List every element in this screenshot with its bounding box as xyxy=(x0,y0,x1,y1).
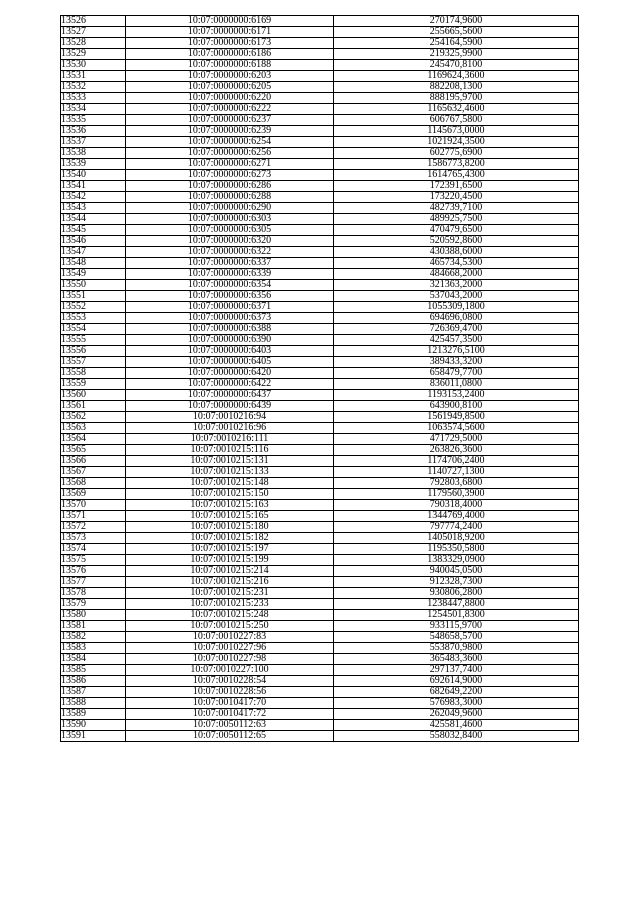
row-number-cell: 13541 xyxy=(61,181,126,192)
table-row xyxy=(61,313,579,324)
table-row xyxy=(61,148,579,159)
table-row xyxy=(61,588,579,599)
cadastral-number-cell: 10:07:0000000:6188 xyxy=(126,60,334,71)
value-cell: 836011,0800 xyxy=(334,379,579,390)
value-cell: 930806,2800 xyxy=(334,588,579,599)
cadastral-number-cell: 10:07:0000000:6356 xyxy=(126,291,334,302)
value-cell: 558032,8400 xyxy=(334,731,579,742)
value-cell: 1055309,1800 xyxy=(334,302,579,313)
cadastral-number-cell: 10:07:0000000:6439 xyxy=(126,401,334,412)
row-number-cell: 13573 xyxy=(61,533,126,544)
table-row xyxy=(61,577,579,588)
row-number-cell: 13557 xyxy=(61,357,126,368)
table-row xyxy=(61,610,579,621)
table-row xyxy=(61,27,579,38)
row-number-cell: 13588 xyxy=(61,698,126,709)
row-number-cell: 13535 xyxy=(61,115,126,126)
cadastral-number-cell: 10:07:0010215:163 xyxy=(126,500,334,511)
row-number-cell: 13552 xyxy=(61,302,126,313)
value-cell: 470479,6500 xyxy=(334,225,579,236)
cadastral-number-cell: 10:07:0000000:6203 xyxy=(126,71,334,82)
value-cell: 425581,4600 xyxy=(334,720,579,731)
table-row xyxy=(61,104,579,115)
value-cell: 255665,5600 xyxy=(334,27,579,38)
cadastral-number-cell: 10:07:0000000:6320 xyxy=(126,236,334,247)
table-row xyxy=(61,412,579,423)
value-cell: 933115,9700 xyxy=(334,621,579,632)
cadastral-number-cell: 10:07:0010228:54 xyxy=(126,676,334,687)
cadastral-number-cell: 10:07:0010215:250 xyxy=(126,621,334,632)
cadastral-number-cell: 10:07:0010215:165 xyxy=(126,511,334,522)
row-number-cell: 13569 xyxy=(61,489,126,500)
cadastral-number-cell: 10:07:0000000:6171 xyxy=(126,27,334,38)
cadastral-number-cell: 10:07:0000000:6403 xyxy=(126,346,334,357)
cadastral-number-cell: 10:07:0000000:6373 xyxy=(126,313,334,324)
cadastral-number-cell: 10:07:0010216:96 xyxy=(126,423,334,434)
table-row xyxy=(61,720,579,731)
row-number-cell: 13528 xyxy=(61,38,126,49)
value-cell: 694696,0800 xyxy=(334,313,579,324)
cadastral-number-cell: 10:07:0000000:6169 xyxy=(126,16,334,27)
value-cell: 1614765,4300 xyxy=(334,170,579,181)
table-row xyxy=(61,258,579,269)
table-row xyxy=(61,324,579,335)
cadastral-number-cell: 10:07:0000000:6173 xyxy=(126,38,334,49)
value-cell: 602775,6900 xyxy=(334,148,579,159)
cadastral-number-cell: 10:07:0000000:6254 xyxy=(126,137,334,148)
value-cell: 682649,2200 xyxy=(334,687,579,698)
value-cell: 888195,9700 xyxy=(334,93,579,104)
row-number-cell: 13547 xyxy=(61,247,126,258)
value-cell: 1238447,8800 xyxy=(334,599,579,610)
table-row xyxy=(61,93,579,104)
table-row xyxy=(61,434,579,445)
cadastral-number-cell: 10:07:0000000:6220 xyxy=(126,93,334,104)
value-cell: 1383329,0900 xyxy=(334,555,579,566)
value-cell: 270174,9600 xyxy=(334,16,579,27)
row-number-cell: 13554 xyxy=(61,324,126,335)
value-cell: 389433,3200 xyxy=(334,357,579,368)
cadastral-number-cell: 10:07:0000000:6420 xyxy=(126,368,334,379)
cadastral-number-cell: 10:07:0010215:148 xyxy=(126,478,334,489)
value-cell: 219325,9900 xyxy=(334,49,579,60)
cadastral-number-cell: 10:07:0010417:70 xyxy=(126,698,334,709)
table-row xyxy=(61,676,579,687)
row-number-cell: 13542 xyxy=(61,192,126,203)
row-number-cell: 13562 xyxy=(61,412,126,423)
row-number-cell: 13555 xyxy=(61,335,126,346)
cadastral-number-cell: 10:07:0010215:133 xyxy=(126,467,334,478)
value-cell: 882208,1300 xyxy=(334,82,579,93)
cadastral-number-cell: 10:07:0000000:6322 xyxy=(126,247,334,258)
value-cell: 790318,4000 xyxy=(334,500,579,511)
row-number-cell: 13537 xyxy=(61,137,126,148)
cadastral-number-cell: 10:07:0000000:6288 xyxy=(126,192,334,203)
table-row xyxy=(61,214,579,225)
table-row xyxy=(61,115,579,126)
table-row xyxy=(61,665,579,676)
value-cell: 1165632,4600 xyxy=(334,104,579,115)
cadastral-number-cell: 10:07:0000000:6239 xyxy=(126,126,334,137)
cadastral-number-cell: 10:07:0000000:6437 xyxy=(126,390,334,401)
cadastral-number-cell: 10:07:0000000:6186 xyxy=(126,49,334,60)
data-table xyxy=(60,15,579,742)
cadastral-number-cell: 10:07:0000000:6237 xyxy=(126,115,334,126)
table-row xyxy=(61,709,579,720)
row-number-cell: 13584 xyxy=(61,654,126,665)
value-cell: 245470,8100 xyxy=(334,60,579,71)
row-number-cell: 13580 xyxy=(61,610,126,621)
cadastral-number-cell: 10:07:0010215:131 xyxy=(126,456,334,467)
value-cell: 465734,5300 xyxy=(334,258,579,269)
row-number-cell: 13531 xyxy=(61,71,126,82)
row-number-cell: 13579 xyxy=(61,599,126,610)
row-number-cell: 13534 xyxy=(61,104,126,115)
value-cell: 1195350,5800 xyxy=(334,544,579,555)
table-row xyxy=(61,192,579,203)
table-row xyxy=(61,456,579,467)
row-number-cell: 13533 xyxy=(61,93,126,104)
cadastral-number-cell: 10:07:0010215:116 xyxy=(126,445,334,456)
table-row xyxy=(61,82,579,93)
table-row xyxy=(61,522,579,533)
cadastral-number-cell: 10:07:0000000:6337 xyxy=(126,258,334,269)
cadastral-number-cell: 10:07:0010215:231 xyxy=(126,588,334,599)
table-row xyxy=(61,643,579,654)
table-row xyxy=(61,654,579,665)
value-cell: 297137,7400 xyxy=(334,665,579,676)
row-number-cell: 13539 xyxy=(61,159,126,170)
cadastral-number-cell: 10:07:0010215:182 xyxy=(126,533,334,544)
row-number-cell: 13587 xyxy=(61,687,126,698)
value-cell: 658479,7700 xyxy=(334,368,579,379)
row-number-cell: 13529 xyxy=(61,49,126,60)
row-number-cell: 13590 xyxy=(61,720,126,731)
value-cell: 484668,2000 xyxy=(334,269,579,280)
table-row xyxy=(61,181,579,192)
value-cell: 1145673,0000 xyxy=(334,126,579,137)
table-row xyxy=(61,731,579,742)
table-row xyxy=(61,159,579,170)
table-row xyxy=(61,269,579,280)
row-number-cell: 13560 xyxy=(61,390,126,401)
table-body xyxy=(61,16,579,742)
cadastral-number-cell: 10:07:0000000:6339 xyxy=(126,269,334,280)
table-row xyxy=(61,423,579,434)
value-cell: 520592,8600 xyxy=(334,236,579,247)
row-number-cell: 13578 xyxy=(61,588,126,599)
row-number-cell: 13556 xyxy=(61,346,126,357)
cadastral-number-cell: 10:07:0010216:111 xyxy=(126,434,334,445)
value-cell: 797774,2400 xyxy=(334,522,579,533)
table-row xyxy=(61,621,579,632)
table-row xyxy=(61,346,579,357)
table-row xyxy=(61,390,579,401)
row-number-cell: 13544 xyxy=(61,214,126,225)
table-row xyxy=(61,401,579,412)
table-row xyxy=(61,170,579,181)
value-cell: 1169624,3600 xyxy=(334,71,579,82)
table-row xyxy=(61,38,579,49)
value-cell: 537043,2000 xyxy=(334,291,579,302)
row-number-cell: 13572 xyxy=(61,522,126,533)
row-number-cell: 13583 xyxy=(61,643,126,654)
value-cell: 1021924,3500 xyxy=(334,137,579,148)
value-cell: 792803,6800 xyxy=(334,478,579,489)
value-cell: 489925,7500 xyxy=(334,214,579,225)
cadastral-number-cell: 10:07:0000000:6286 xyxy=(126,181,334,192)
row-number-cell: 13591 xyxy=(61,731,126,742)
cadastral-number-cell: 10:07:0010227:98 xyxy=(126,654,334,665)
table-row xyxy=(61,225,579,236)
cadastral-number-cell: 10:07:0000000:6371 xyxy=(126,302,334,313)
value-cell: 1344769,4000 xyxy=(334,511,579,522)
row-number-cell: 13553 xyxy=(61,313,126,324)
value-cell: 692614,9000 xyxy=(334,676,579,687)
row-number-cell: 13561 xyxy=(61,401,126,412)
cadastral-number-cell: 10:07:0010215:248 xyxy=(126,610,334,621)
cadastral-number-cell: 10:07:0010216:94 xyxy=(126,412,334,423)
cadastral-number-cell: 10:07:0000000:6222 xyxy=(126,104,334,115)
row-number-cell: 13540 xyxy=(61,170,126,181)
value-cell: 643900,8100 xyxy=(334,401,579,412)
cadastral-number-cell: 10:07:0000000:6271 xyxy=(126,159,334,170)
row-number-cell: 13564 xyxy=(61,434,126,445)
table-row xyxy=(61,291,579,302)
value-cell: 912328,7300 xyxy=(334,577,579,588)
row-number-cell: 13546 xyxy=(61,236,126,247)
value-cell: 262049,9600 xyxy=(334,709,579,720)
cadastral-number-cell: 10:07:0010215:233 xyxy=(126,599,334,610)
row-number-cell: 13570 xyxy=(61,500,126,511)
table-row xyxy=(61,555,579,566)
cadastral-number-cell: 10:07:0010227:96 xyxy=(126,643,334,654)
table-row xyxy=(61,489,579,500)
cadastral-number-cell: 10:07:0010215:199 xyxy=(126,555,334,566)
value-cell: 1561949,8500 xyxy=(334,412,579,423)
cadastral-number-cell: 10:07:0000000:6422 xyxy=(126,379,334,390)
cadastral-number-cell: 10:07:0000000:6290 xyxy=(126,203,334,214)
table-row xyxy=(61,599,579,610)
value-cell: 263826,3600 xyxy=(334,445,579,456)
value-cell: 1179560,3900 xyxy=(334,489,579,500)
cadastral-number-cell: 10:07:0010228:56 xyxy=(126,687,334,698)
row-number-cell: 13532 xyxy=(61,82,126,93)
table-row xyxy=(61,137,579,148)
table-row xyxy=(61,16,579,27)
value-cell: 1586773,8200 xyxy=(334,159,579,170)
cadastral-number-cell: 10:07:0000000:6273 xyxy=(126,170,334,181)
cadastral-number-cell: 10:07:0010227:83 xyxy=(126,632,334,643)
table-row xyxy=(61,247,579,258)
row-number-cell: 13574 xyxy=(61,544,126,555)
table-row xyxy=(61,60,579,71)
row-number-cell: 13568 xyxy=(61,478,126,489)
value-cell: 548658,5700 xyxy=(334,632,579,643)
row-number-cell: 13585 xyxy=(61,665,126,676)
value-cell: 553870,9800 xyxy=(334,643,579,654)
cadastral-number-cell: 10:07:0000000:6205 xyxy=(126,82,334,93)
value-cell: 1405018,9200 xyxy=(334,533,579,544)
row-number-cell: 13567 xyxy=(61,467,126,478)
table-row xyxy=(61,566,579,577)
table-row xyxy=(61,445,579,456)
row-number-cell: 13565 xyxy=(61,445,126,456)
row-number-cell: 13582 xyxy=(61,632,126,643)
cadastral-number-cell: 10:07:0000000:6405 xyxy=(126,357,334,368)
value-cell: 1174706,2400 xyxy=(334,456,579,467)
cadastral-number-cell: 10:07:0000000:6303 xyxy=(126,214,334,225)
row-number-cell: 13563 xyxy=(61,423,126,434)
table-row xyxy=(61,533,579,544)
row-number-cell: 13576 xyxy=(61,566,126,577)
table-row xyxy=(61,335,579,346)
value-cell: 172391,6500 xyxy=(334,181,579,192)
table-row xyxy=(61,203,579,214)
row-number-cell: 13543 xyxy=(61,203,126,214)
row-number-cell: 13550 xyxy=(61,280,126,291)
table-row xyxy=(61,236,579,247)
row-number-cell: 13551 xyxy=(61,291,126,302)
cadastral-number-cell: 10:07:0010215:180 xyxy=(126,522,334,533)
value-cell: 1193153,2400 xyxy=(334,390,579,401)
table-row xyxy=(61,368,579,379)
cadastral-number-cell: 10:07:0000000:6390 xyxy=(126,335,334,346)
row-number-cell: 13549 xyxy=(61,269,126,280)
table-row xyxy=(61,357,579,368)
cadastral-number-cell: 10:07:0000000:6305 xyxy=(126,225,334,236)
table-row xyxy=(61,478,579,489)
row-number-cell: 13577 xyxy=(61,577,126,588)
row-number-cell: 13548 xyxy=(61,258,126,269)
table-row xyxy=(61,698,579,709)
row-number-cell: 13589 xyxy=(61,709,126,720)
row-number-cell: 13581 xyxy=(61,621,126,632)
cadastral-number-cell: 10:07:0000000:6388 xyxy=(126,324,334,335)
row-number-cell: 13566 xyxy=(61,456,126,467)
table-row xyxy=(61,280,579,291)
cadastral-number-cell: 10:07:0010215:197 xyxy=(126,544,334,555)
value-cell: 726369,4700 xyxy=(334,324,579,335)
value-cell: 482739,7100 xyxy=(334,203,579,214)
row-number-cell: 13545 xyxy=(61,225,126,236)
cadastral-number-cell: 10:07:0050112:65 xyxy=(126,731,334,742)
value-cell: 1254501,8300 xyxy=(334,610,579,621)
value-cell: 576983,3000 xyxy=(334,698,579,709)
row-number-cell: 13575 xyxy=(61,555,126,566)
cadastral-number-cell: 10:07:0050112:63 xyxy=(126,720,334,731)
value-cell: 173220,4500 xyxy=(334,192,579,203)
table-row xyxy=(61,71,579,82)
row-number-cell: 13538 xyxy=(61,148,126,159)
cadastral-number-cell: 10:07:0010227:100 xyxy=(126,665,334,676)
row-number-cell: 13558 xyxy=(61,368,126,379)
row-number-cell: 13527 xyxy=(61,27,126,38)
value-cell: 1140727,1300 xyxy=(334,467,579,478)
table-row xyxy=(61,687,579,698)
table-row xyxy=(61,544,579,555)
row-number-cell: 13530 xyxy=(61,60,126,71)
row-number-cell: 13559 xyxy=(61,379,126,390)
value-cell: 1213276,5100 xyxy=(334,346,579,357)
table-row xyxy=(61,632,579,643)
table-row xyxy=(61,126,579,137)
table-row xyxy=(61,302,579,313)
value-cell: 1063574,5600 xyxy=(334,423,579,434)
value-cell: 425457,3500 xyxy=(334,335,579,346)
value-cell: 430388,6000 xyxy=(334,247,579,258)
value-cell: 321363,2000 xyxy=(334,280,579,291)
row-number-cell: 13571 xyxy=(61,511,126,522)
cadastral-number-cell: 10:07:0010417:72 xyxy=(126,709,334,720)
cadastral-number-cell: 10:07:0010215:216 xyxy=(126,577,334,588)
cadastral-number-cell: 10:07:0010215:150 xyxy=(126,489,334,500)
cadastral-number-cell: 10:07:0000000:6256 xyxy=(126,148,334,159)
table-row xyxy=(61,467,579,478)
table-row xyxy=(61,49,579,60)
row-number-cell: 13586 xyxy=(61,676,126,687)
row-number-cell: 13536 xyxy=(61,126,126,137)
table-row xyxy=(61,500,579,511)
table-row xyxy=(61,379,579,390)
value-cell: 606767,5800 xyxy=(334,115,579,126)
value-cell: 254164,5900 xyxy=(334,38,579,49)
row-number-cell: 13526 xyxy=(61,16,126,27)
value-cell: 365483,3600 xyxy=(334,654,579,665)
value-cell: 471729,5000 xyxy=(334,434,579,445)
table-row xyxy=(61,511,579,522)
value-cell: 940045,0500 xyxy=(334,566,579,577)
cadastral-number-cell: 10:07:0010215:214 xyxy=(126,566,334,577)
cadastral-number-cell: 10:07:0000000:6354 xyxy=(126,280,334,291)
